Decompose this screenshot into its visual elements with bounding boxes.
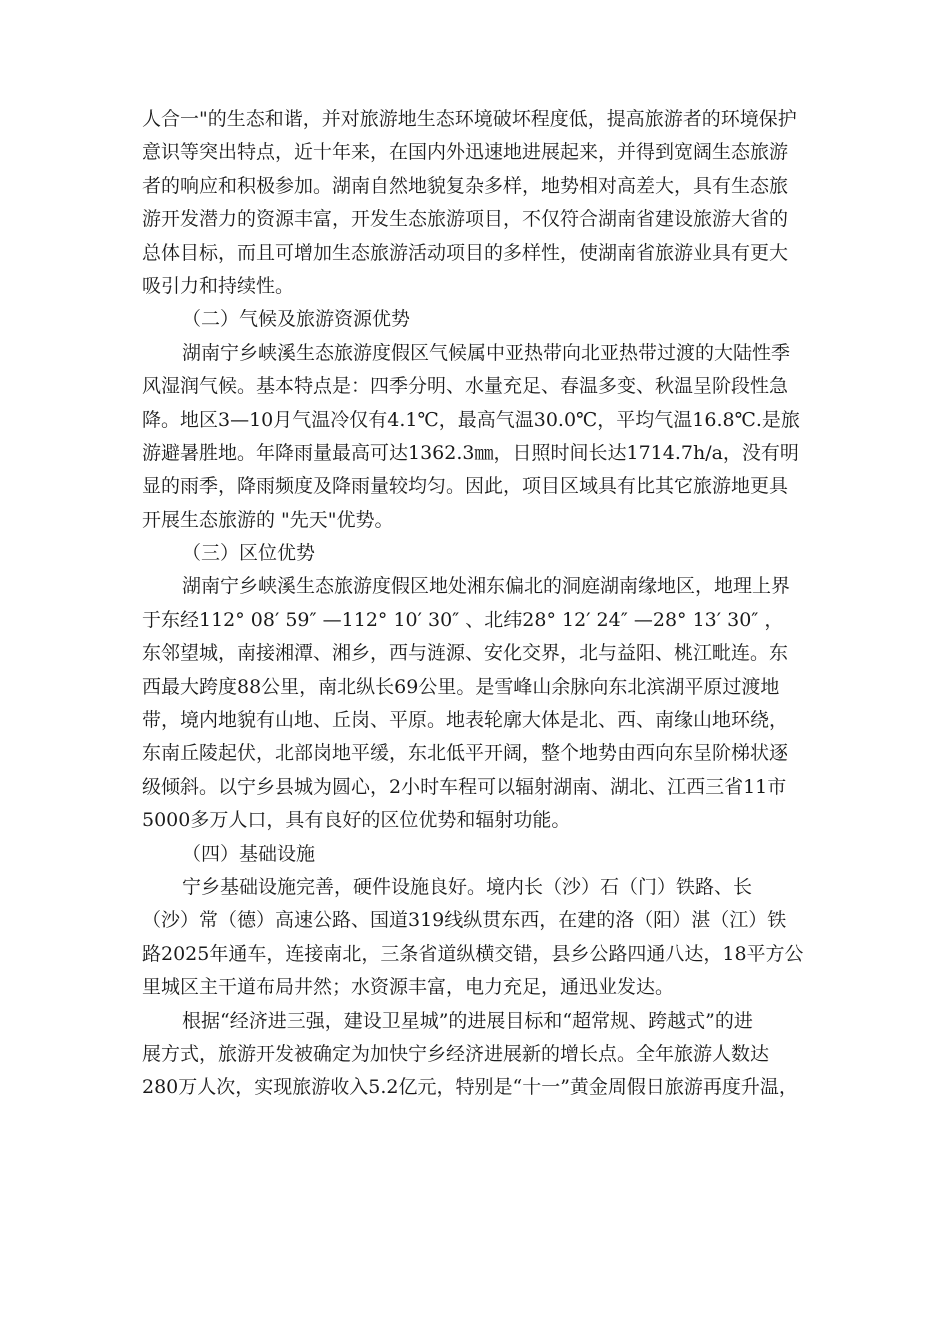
text-line: （沙）常（德）高速公路、国道319线纵贯东西，在建的洛（阳）湛（江）铁 [142,909,787,932]
text-line: 于东经112° 08′ 59″ —112° 10′ 30″ 、北纬28° 12′ 24″ —28° 13′ 30″ ， [142,608,784,631]
text-line: 总体目标，而且可增加生态旅游活动项目的多样性，使湖南省旅游业具有更大 [142,241,789,264]
text-line: 显的雨季，降雨频度及降雨量较均匀。因此，项目区域具有比其它旅游地更具 [142,475,789,498]
text-line: 意识等突出特点，近十年来，在国内外迅速地进展起来，并得到宽阔生态旅游 [142,141,789,164]
text-line: 游避暑胜地。年降雨量最高可达1362.3㎜，日照时间长达1714.7h/a，没有明 [142,441,799,464]
text-line: 吸引力和持续性。 [142,274,295,297]
text-line: 开展生态旅游的 "先天"优势。 [142,508,394,531]
text-line: 降。地区3—10月气温冷仅有4.1℃，最高气温30.0℃，平均气温16.8℃.是旅 [142,408,800,431]
text-line: 带，境内地貌有山地、丘岗、平原。地表轮廓大体是北、西、南缘山地环绕， [142,709,789,732]
text-line: 湖南宁乡峡溪生态旅游度假区地处湘东偏北的洞庭湖南缘地区，地理上界 [182,575,791,598]
section-heading-climate: （二）气候及旅游资源优势 [182,308,411,331]
text-line: 人合一"的生态和谐，并对旅游地生态环境破坏程度低，提高旅游者的环境保护 [142,108,797,130]
section-heading-location: （三）区位优势 [182,542,316,565]
text-line: 280万人次，实现旅游收入5.2亿元，特别是“十一”黄金周假日旅游再度升温， [142,1076,798,1099]
text-line: 级倾斜。以宁乡县城为圆心，2小时车程可以辐射湖南、湖北、江西三省11市 [142,775,787,798]
text-line: 风湿润气候。基本特点是：四季分明、水量充足、春温多变、秋温呈阶段性急 [142,375,789,398]
text-line: 东南丘陵起伏，北部岗地平缓，东北低平开阔，整个地势由西向东呈阶梯状逐 [142,742,789,765]
text-line: 东邻望城，南接湘潭、湘乡，西与涟源、安化交界，北与益阳、桃江毗连。东 [142,642,789,665]
text-line: 根据“经济进三强，建设卫星城”的进展目标和“超常规、跨越式”的进 [182,1009,753,1032]
text-line: 游开发潜力的资源丰富，开发生态旅游项目，不仅符合湖南省建设旅游大省的 [142,208,789,231]
text-line: 里城区主干道布局井然；水资源丰富，电力充足，通迅业发达。 [142,976,675,999]
text-line: 宁乡基础设施完善，硬件设施良好。境内长（沙）石（门）铁路、长 [182,875,753,898]
text-line: 5000多万人口，具有良好的区位优势和辐射功能。 [142,809,571,832]
text-line: 路2025年通车，连接南北，三条省道纵横交错，县乡公路四通八达，18平方公 [142,942,804,965]
text-line: 西最大跨度88公里，南北纵长69公里。是雪峰山余脉向东北滨湖平原过渡地 [142,675,780,698]
body-text [142,103,832,1105]
text-line: 湖南宁乡峡溪生态旅游度假区气候属中亚热带向北亚热带过渡的大陆性季 [182,341,791,364]
text-line: 者的响应和积极参加。湖南自然地貌复杂多样，地势相对高差大，具有生态旅 [142,174,789,197]
section-heading-infrastructure: （四）基础设施 [182,842,316,865]
text-line: 展方式，旅游开发被确定为加快宁乡经济进展新的增长点。全年旅游人数达 [142,1042,770,1065]
